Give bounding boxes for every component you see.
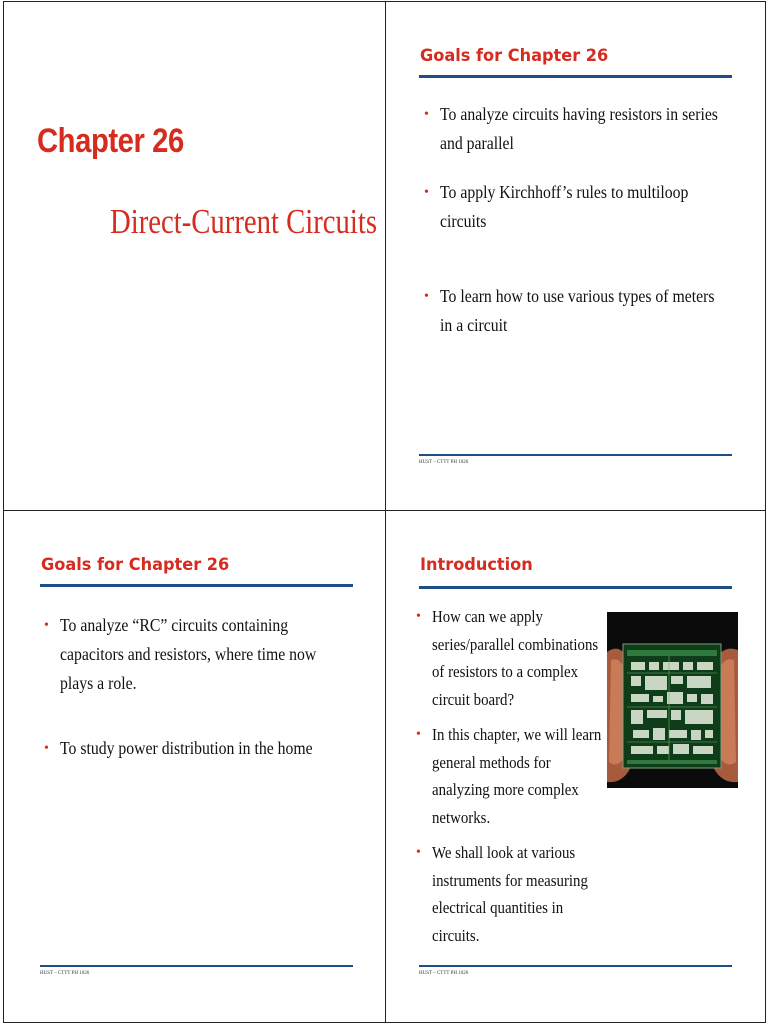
bullet-list <box>42 611 350 763</box>
bullet-item: • To study power distribution in the home <box>42 734 350 763</box>
slide-title: Goals for Chapter 26 <box>420 46 609 66</box>
bullet-item: • How can we apply series/parallel combinations of resistors to a complex circuit board? <box>414 603 604 713</box>
slide-goals-1 <box>385 1 766 511</box>
bullet-list <box>414 603 604 949</box>
footer-rule <box>419 454 732 456</box>
title-rule <box>419 586 732 589</box>
bullet-dot-icon: • <box>424 289 429 304</box>
footer-text: HUST – CTTT PH 1026 <box>419 971 469 976</box>
footer-text: HUST – CTTT PH 1026 <box>40 971 90 976</box>
bullet-item: • To apply Kirchhoff’s rules to multiloop circuits <box>422 178 730 236</box>
title-rule <box>419 75 732 78</box>
slide-goals-2 <box>3 510 386 1023</box>
bullet-dot-icon: • <box>44 741 49 756</box>
bullet-list <box>422 100 730 340</box>
bullet-dot-icon: • <box>416 845 421 860</box>
bullet-item: • To analyze “RC” circuits containing capacitors and resistors, where time now plays a role. <box>42 611 350 698</box>
bullet-dot-icon: • <box>44 618 49 633</box>
bullet-item: • To analyze circuits having resistors in series and parallel <box>422 100 730 158</box>
bullet-item: • To learn how to use various types of meters in a circuit <box>422 282 730 340</box>
circuit-board-photo <box>607 612 738 788</box>
chapter-title: Chapter 26 <box>37 122 184 160</box>
bullet-dot-icon: • <box>424 107 429 122</box>
bullet-dot-icon: • <box>416 609 421 624</box>
chapter-subtitle: Direct-Current Circuits <box>110 202 377 241</box>
bullet-dot-icon: • <box>424 185 429 200</box>
slide-chapter-title <box>3 1 386 511</box>
slide-introduction <box>385 510 766 1023</box>
bullet-item: • We shall look at various instruments for measuring electrical quantities in circuits. <box>414 839 604 949</box>
bullet-dot-icon: • <box>416 727 421 742</box>
footer-rule <box>40 965 353 967</box>
title-rule <box>40 584 353 587</box>
footer-text: HUST – CTTT PH 1026 <box>419 460 469 465</box>
footer-rule <box>419 965 732 967</box>
slide-title: Goals for Chapter 26 <box>41 555 230 575</box>
slide-title: Introduction <box>420 555 533 575</box>
bullet-item: • In this chapter, we will learn general methods for analyzing more complex networks. <box>414 721 604 831</box>
